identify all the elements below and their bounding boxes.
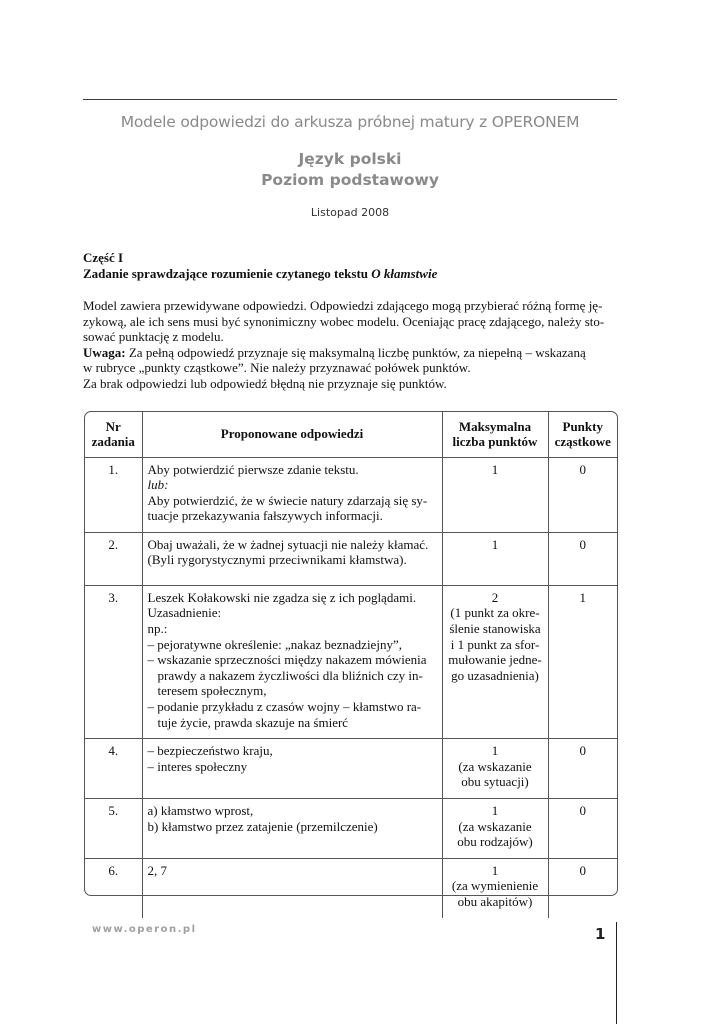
max-points-line: 1 xyxy=(491,862,499,878)
answer-line: Leszek Kołakowski nie zgadza się z ich poglądami. xyxy=(147,589,417,605)
header-partial-points: Punkty cząstkowe xyxy=(548,412,617,457)
max-points-cell xyxy=(442,457,548,532)
max-points-line: 1 xyxy=(491,803,499,818)
table-header-row xyxy=(85,412,617,457)
max-points-line: (za wskazanie xyxy=(458,818,532,834)
top-rule xyxy=(83,99,617,100)
section-heading xyxy=(83,250,623,282)
task-number: 1. xyxy=(85,457,142,532)
page-number: 1 xyxy=(595,925,606,943)
max-points-cell xyxy=(442,858,548,917)
answer-line: Obaj uważali, że w żadnej sytuacji nie należy kłamać. xyxy=(147,536,429,552)
header-answers: Proponowane odpowiedzi xyxy=(142,412,442,457)
max-points-line: go uzasadnienia) xyxy=(451,667,539,683)
table-row xyxy=(85,585,617,738)
max-points-line: 2 xyxy=(491,589,499,605)
partial-points-cell: 0 xyxy=(548,457,617,532)
partial-points-cell: 0 xyxy=(548,532,617,585)
max-points-line: i 1 punkt za sfor- xyxy=(450,636,540,652)
footer-url: www.operon.pl xyxy=(92,924,197,935)
answer-line: 2, 7 xyxy=(147,862,167,878)
max-points-cell xyxy=(442,532,548,585)
answer-line: prawdy a nakazem życzliwości dla bliźnich czy in- xyxy=(157,667,423,683)
header-max-points: Maksymalna liczba punktów xyxy=(442,412,548,457)
task-number: 4. xyxy=(85,739,142,799)
task-number: 3. xyxy=(85,585,142,738)
partial-points-cell: 1 xyxy=(548,585,617,738)
scoring-table xyxy=(84,411,618,909)
max-points-cell xyxy=(442,799,548,859)
table-row xyxy=(85,532,617,585)
date-label: Listopad 2008 xyxy=(310,206,390,219)
answer-line: (Byli rygorystycznymi przeciwnikami kłamstwa). xyxy=(147,552,407,568)
answer-line: Aby potwierdzić, że w świecie natury zdarzają się sy- xyxy=(147,492,428,508)
answer-line: a) kłamstwo wprost, xyxy=(147,803,254,818)
answer-line: lub: xyxy=(147,477,169,493)
max-points-cell xyxy=(442,739,548,799)
max-points-line: 1 xyxy=(491,743,499,759)
partial-points-cell: 0 xyxy=(548,858,617,917)
task-heading xyxy=(83,266,623,282)
max-points-line: obu rodzajów) xyxy=(457,834,533,850)
answer-cell xyxy=(142,799,442,859)
answer-line: – wskazanie sprzeczności między nakazem mówienia xyxy=(147,652,427,668)
answer-line: np.: xyxy=(147,621,168,637)
task-number: 2. xyxy=(85,532,142,585)
intro-line: zykową, ale ich sens musi być synonimiczny wobec modelu. Oceniając pracę zdającego, należy sto- xyxy=(83,313,605,329)
answer-line: tuje życie, prawda skazuje na śmierć xyxy=(157,714,349,730)
answer-line: – pejoratywne określenie: „nakaz beznadziejny”, xyxy=(147,636,402,652)
max-points-line: (1 punkt za okre- xyxy=(450,605,540,621)
answer-cell xyxy=(142,457,442,532)
answer-line: Uzasadnienie: xyxy=(147,605,222,621)
level-title: Poziom podstawowy xyxy=(261,171,439,189)
answer-line: – bezpieczeństwo kraju, xyxy=(147,743,273,759)
task-title: O kłamstwie xyxy=(371,266,438,281)
partial-points-cell: 0 xyxy=(548,739,617,799)
intro-line: Model zawiera przewidywane odpowiedzi. Odpowiedzi zdającego mogą przybierać różną formę ję- xyxy=(83,298,603,313)
note-label: Uwaga: xyxy=(83,344,126,360)
max-points-cell xyxy=(442,585,548,738)
partial-points-cell: 0 xyxy=(548,799,617,859)
intro-text xyxy=(83,298,620,392)
max-points-line: ślenie stanowiska xyxy=(449,621,541,637)
page-rule xyxy=(616,922,617,1024)
table-row xyxy=(85,799,617,859)
answer-line: teresem społecznym, xyxy=(157,683,267,699)
intro-line: sować punktację z modelu. xyxy=(83,329,224,345)
max-points-line: obu sytuacji) xyxy=(461,774,529,790)
header-nr: Nr zadania xyxy=(91,418,135,450)
part-label: Część I xyxy=(83,250,124,265)
document-header-title: Modele odpowiedzi do arkusza próbnej matury z OPERONEM xyxy=(120,113,580,131)
max-points-line: mułowanie jedne- xyxy=(448,652,542,668)
max-points-line: (za wskazanie xyxy=(458,758,532,774)
task-number: 6. xyxy=(85,858,142,917)
note-line: Za brak odpowiedzi lub odpowiedź błędną nie przyznaje się punktów. xyxy=(83,375,447,391)
table-row xyxy=(85,457,617,532)
answer-cell xyxy=(142,532,442,585)
note-line: Uwaga: Za pełną odpowiedź przyznaje się maksymalną liczbę punktów, za niepełną – wskazaną xyxy=(83,344,586,360)
answer-cell xyxy=(142,858,442,917)
max-points-line: obu akapitów) xyxy=(457,893,533,909)
answer-cell xyxy=(142,739,442,799)
answer-line: – interes społeczny xyxy=(147,758,248,774)
task-prefix: Zadanie sprawdzające rozumienie czytanego tekstu xyxy=(83,266,372,281)
answer-cell xyxy=(142,585,442,738)
max-points-line: 1 xyxy=(491,536,499,552)
subject-title: Język polski xyxy=(298,150,402,168)
note-line: w rubryce „punkty cząstkowe”. Nie należy przyznawać połówek punktów. xyxy=(83,360,471,376)
task-number: 5. xyxy=(85,799,142,859)
max-points-line: (za wymienienie xyxy=(451,878,539,894)
max-points-line: 1 xyxy=(491,461,499,477)
table-row xyxy=(85,739,617,799)
answer-line: – podanie przykładu z czasów wojny – kłamstwo ra- xyxy=(147,699,422,715)
table-row xyxy=(85,858,617,917)
answer-line: tuacje przekazywania fałszywych informacji. xyxy=(147,508,383,524)
answer-line: Aby potwierdzić pierwsze zdanie tekstu. xyxy=(147,461,359,477)
answer-line: b) kłamstwo przez zatajenie (przemilczenie) xyxy=(147,818,378,834)
